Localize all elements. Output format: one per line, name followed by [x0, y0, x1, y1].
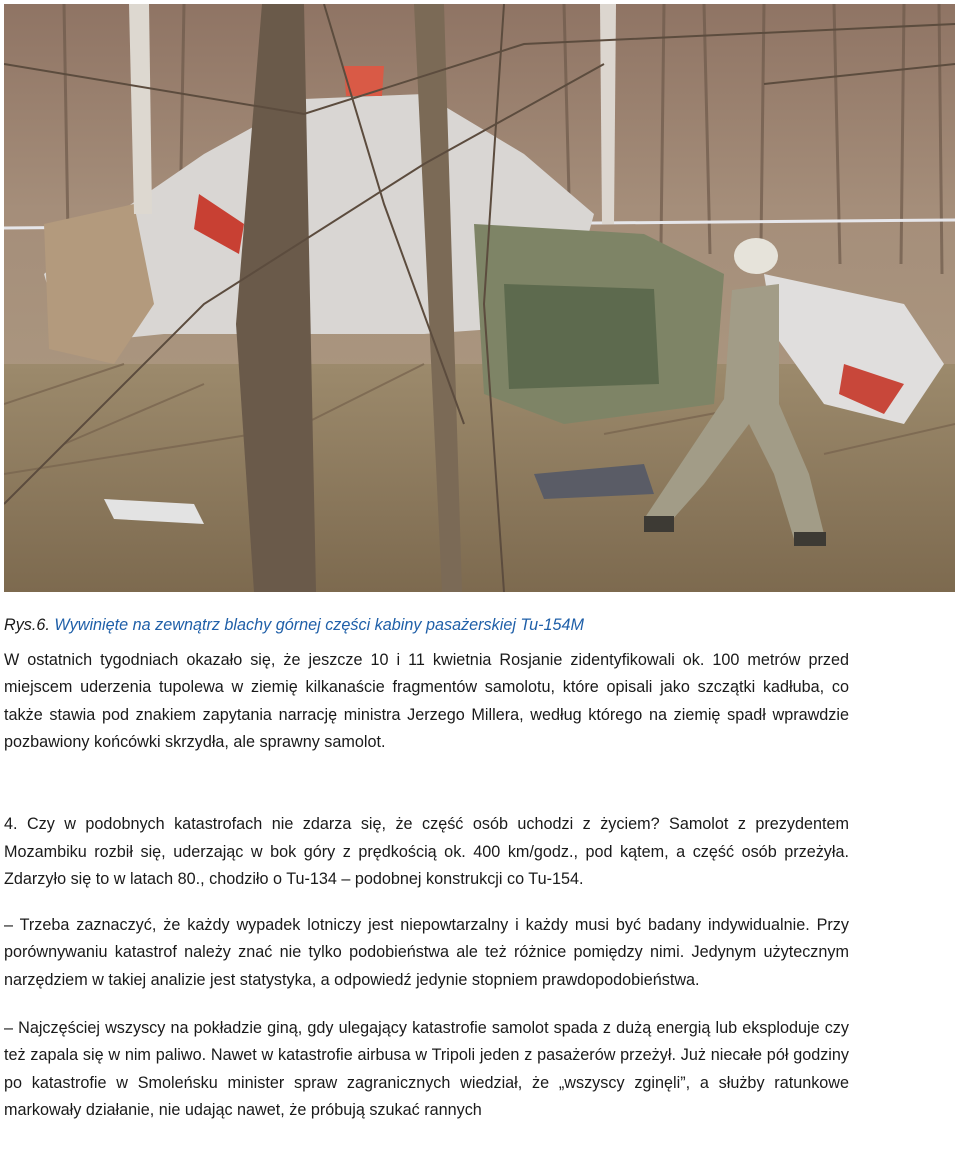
- wreckage-photo: [4, 4, 955, 592]
- figure-caption: [4, 612, 849, 640]
- ground: [4, 364, 955, 592]
- paragraph-4: – Najczęściej wszyscy na pokładzie giną, gdy ulegający katastrofie samolot spada z dużą energią lub eksploduje czy też zapala się w nim paliwo. Nawet w katastrofie airbusa w Tripoli jeden z pasażerów przeżył. Już niecałe pół godziny po katastrofie w Smoleńsku minister spraw zagranicznych wiedział, że „wszyscy zginęli”, a służby ratunkowe markowały działanie, nie udając nawet, że próbują szukać rannych: [4, 1018, 849, 1120]
- paragraph-2: 4. Czy w podobnych katastrofach nie zdarza się, że część osób uchodzi z życiem? Samolot z prezydentem Mozambiku rozbił się, uderzając w bok góry z prędkością ok. 400 km/godz., pod kątem, a część osób przeżyła. Zdarzyło się to w latach 80., chodziło o Tu-134 – podobnej konstrukcji co Tu-154.: [4, 814, 849, 889]
- photo-illustration: [4, 4, 955, 592]
- article-body: [4, 612, 849, 1125]
- figure-caption-text: Wywinięte na zewnątrz blachy górnej części kabiny pasażerskiej Tu-154M: [54, 616, 585, 634]
- paragraph-1: W ostatnich tygodniach okazało się, że jeszcze 10 i 11 kwietnia Rosjanie zidentyfikowali ok. 100 metrów przed miejscem uderzenia tupolewa w ziemię kilkanaście fragmentów samolotu, które opisali jako szczątki kadłuba, co także stawia pod znakiem zapytania narrację ministra Jerzego Millera, według którego na ziemię spadł wprawdzie pozbawiony końcówki skrzydła, ale sprawny samolot.: [4, 650, 849, 752]
- figure-label: Rys.6.: [4, 616, 50, 634]
- paragraph-3: – Trzeba zaznaczyć, że każdy wypadek lotniczy jest niepowtarzalny i każdy musi być badany indywidualnie. Przy porównywaniu katastrof należy znać nie tylko podobieństwa ale też różnice pomiędzy nimi. Jedynym użytecznym narzędziem w takiej analizie jest statystyka, a odpowiedź jedynie stopniem prawdopodobieństwa.: [4, 915, 849, 989]
